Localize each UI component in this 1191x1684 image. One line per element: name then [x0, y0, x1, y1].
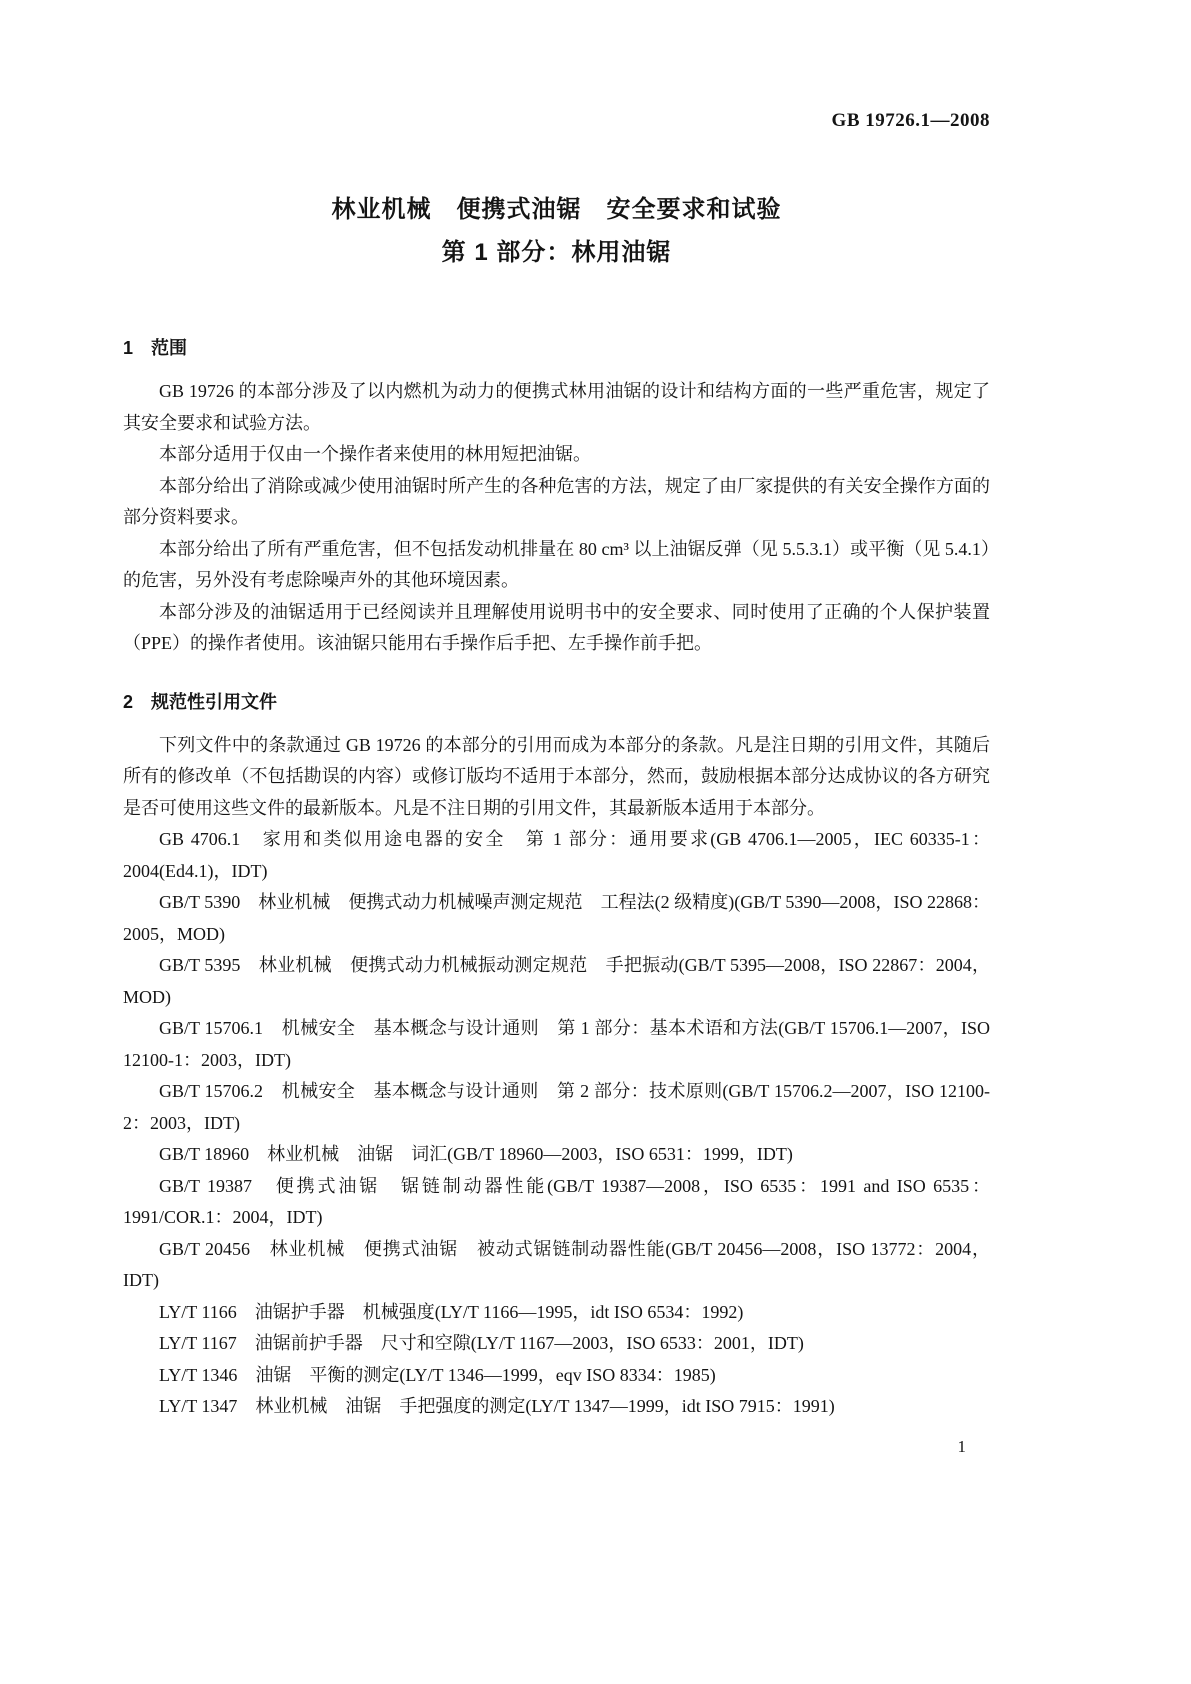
page-number: 1	[957, 1436, 966, 1456]
title-line-2: 第 1 部分：林用油锯	[441, 239, 672, 266]
reference-item: LY/T 1346 油锯 平衡的测定(LY/T 1346—1999，eqv ISO 8334：1985)	[159, 1364, 716, 1385]
reference-item: GB/T 20456 林业机械 便携式油锯 被动式锯链制动器性能(GB/T 20456—2008，ISO 13772：2004，IDT)	[123, 1238, 990, 1290]
reference-item: LY/T 1347 林业机械 油锯 手把强度的测定(LY/T 1347—1999，idt ISO 7915：1991)	[159, 1396, 835, 1416]
title-line-1: 林业机械 便携式油锯 安全要求和试验	[331, 196, 782, 223]
section-1-paragraph: 本部分适用于仅由一个操作者来使用的林用短把油锯。	[159, 444, 591, 464]
reference-item: GB/T 15706.2 机械安全 基本概念与设计通则 第 2 部分：技术原则(GB/T 15706.2—2007，ISO 12100-2：2003，IDT)	[123, 1081, 990, 1133]
reference-item: GB/T 5395 林业机械 便携式动力机械振动测定规范 手把振动(GB/T 5395—2008，ISO 22867：2004，MOD)	[123, 955, 990, 1007]
section-2-paragraph: 下列文件中的条款通过 GB 19726 的本部分的引用而成为本部分的条款。凡是注日期的引用文件，其随后所有的修改单（不包括勘误的内容）或修订版均不适用于本部分，然而，鼓励根据本部分达成协议的各方研究是否可使用这些文件的最新版本。凡是不注日期的引用文件，其最新版本适用于本部分。	[123, 734, 990, 818]
reference-item: GB/T 18960 林业机械 油锯 词汇(GB/T 18960—2003，ISO 6531：1999，IDT)	[159, 1144, 793, 1164]
section-1-paragraph: GB 19726 的本部分涉及了以内燃机为动力的便携式林用油锯的设计和结构方面的一些严重危害，规定了其安全要求和试验方法。	[123, 381, 990, 433]
section-1-paragraph: 本部分涉及的油锯适用于已经阅读并且理解使用说明书中的安全要求、同时使用了正确的个人保护装置（PPE）的操作者使用。该油锯只能用右手操作后手把、左手操作前手把。	[123, 601, 990, 653]
reference-item: LY/T 1166 油锯护手器 机械强度(LY/T 1166—1995，idt ISO 6534：1992)	[159, 1301, 744, 1322]
section-2-heading: 2 规范性引用文件	[123, 691, 278, 712]
reference-item: GB 4706.1 家用和类似用途电器的安全 第 1 部分：通用要求(GB 4706.1—2005，IEC 60335-1：2004(Ed4.1)，IDT)	[123, 829, 990, 881]
document-title	[123, 188, 990, 274]
reference-item: GB/T 19387 便携式油锯 锯链制动器性能(GB/T 19387—2008，ISO 6535：1991 and ISO 6535：1991/COR.1：2004，IDT)	[123, 1175, 990, 1227]
section-1-paragraph: 本部分给出了消除或减少使用油锯时所产生的各种危害的方法，规定了由厂家提供的有关安全操作方面的部分资料要求。	[123, 475, 990, 527]
reference-item: GB/T 5390 林业机械 便携式动力机械噪声测定规范 工程法(2 级精度)(GB/T 5390—2008，ISO 22868：2005，MOD)	[123, 892, 990, 944]
reference-item: LY/T 1167 油锯前护手器 尺寸和空隙(LY/T 1167—2003，ISO 6533：2001，IDT)	[159, 1333, 804, 1353]
standard-number: GB 19726.1—2008	[831, 110, 990, 131]
section-1-heading: 1 范围	[123, 338, 188, 358]
section-1-paragraph: 本部分给出了所有严重危害，但不包括发动机排量在 80 cm³ 以上油锯反弹（见 5.5.3.1）或平衡（见 5.4.1）的危害，另外没有考虑除噪声外的其他环境因素。	[123, 538, 990, 590]
reference-item: GB/T 15706.1 机械安全 基本概念与设计通则 第 1 部分：基本术语和方法(GB/T 15706.1—2007，ISO 12100-1：2003，IDT)	[123, 1018, 990, 1070]
